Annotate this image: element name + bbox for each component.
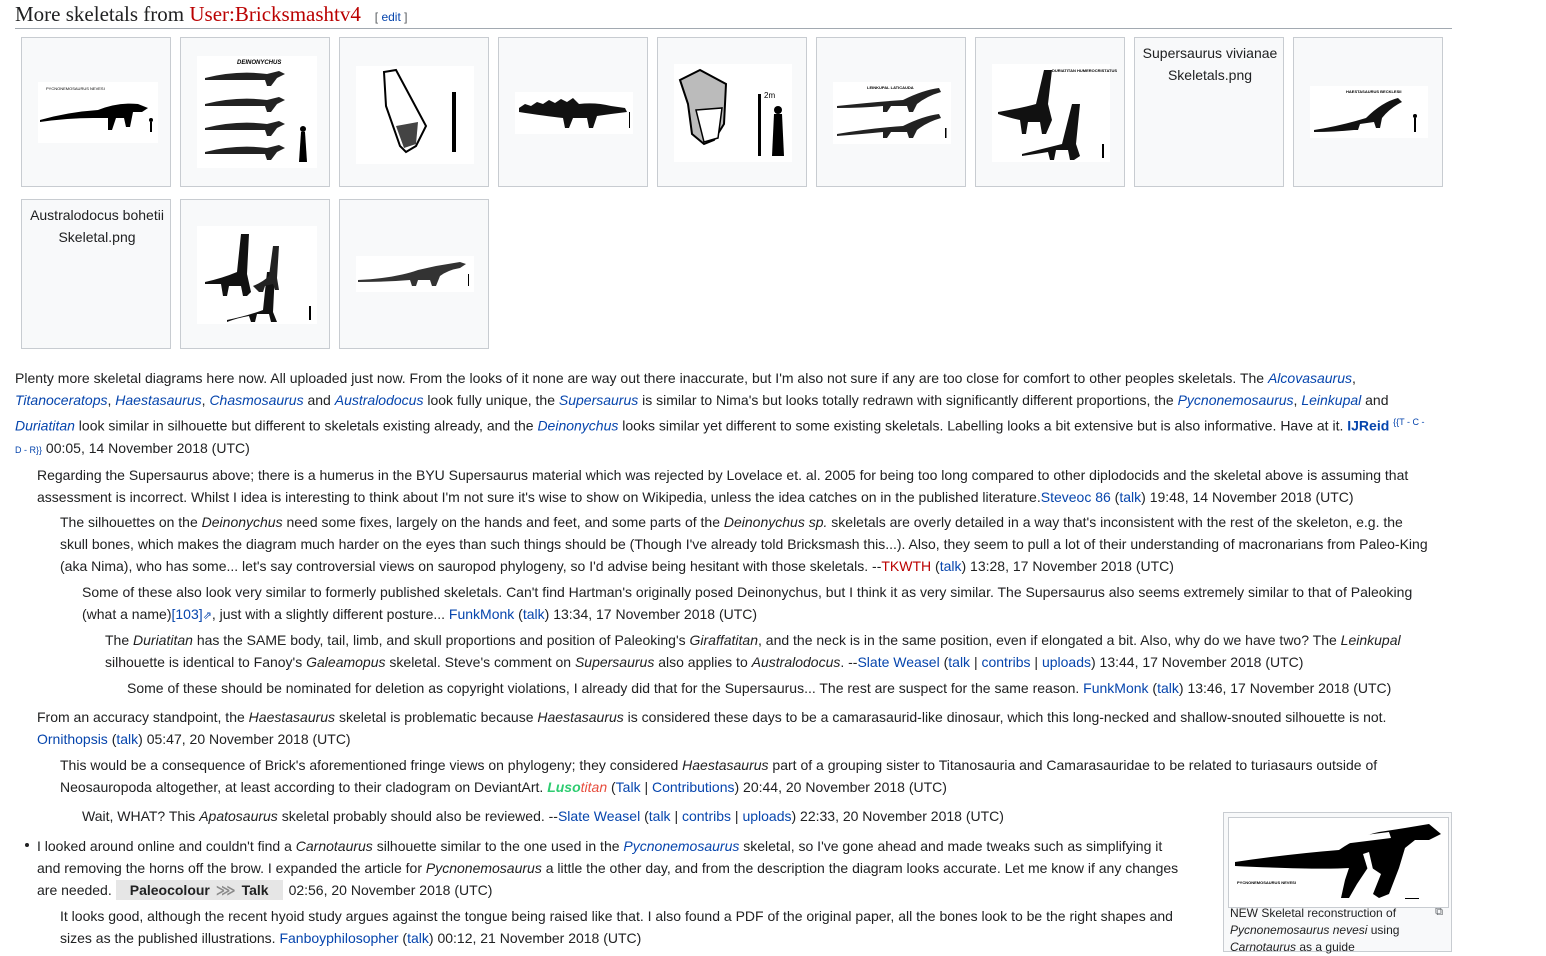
- text: a little the other day, and from the description the diagram looks accurate. Let me know if any changes: [541, 860, 1179, 876]
- timestamp: ) 13:28, 17 November 2018 (UTC): [961, 558, 1174, 574]
- edit-bracket-open: [: [374, 10, 379, 24]
- text: |: [670, 808, 682, 824]
- taxon: Giraffatitan: [689, 632, 758, 648]
- taxon: Galeamopus: [306, 654, 386, 670]
- text: (: [1110, 489, 1120, 505]
- taxon: Leinkupal: [1340, 632, 1401, 648]
- caption-line: [1230, 939, 1440, 956]
- caption-line: [1230, 922, 1440, 939]
- user-link-ornithopsis[interactable]: Ornithopsis: [37, 731, 108, 747]
- user-link-slate-weasel[interactable]: Slate Weasel: [857, 654, 940, 670]
- link-leinkupal[interactable]: Leinkupal: [1301, 392, 1362, 408]
- missing-file-label-2[interactable]: Australodocus bohetii Skeletal.png: [30, 207, 164, 245]
- text: (: [398, 930, 408, 946]
- double-chevron-icon: ⋙: [215, 882, 236, 898]
- comment-line: [15, 437, 1425, 461]
- text: , just with a slightly different posture...: [211, 606, 449, 622]
- text: assessment is incorrect. Whilst I idea is interesting to think about I'm not sure it's wise to show on Wikipedia, unless the idea catches on in the published literature.: [37, 489, 1041, 505]
- gallery-item-pycnonemosaurus[interactable]: [21, 37, 171, 187]
- text: (: [931, 558, 940, 574]
- link-deinonychus[interactable]: Deinonychus: [537, 417, 619, 434]
- caption-line: NEW Skeletal reconstruction of: [1230, 906, 1397, 920]
- talk-link[interactable]: Talk: [241, 882, 269, 898]
- link-chasmosaurus[interactable]: Chasmosaurus: [209, 392, 304, 408]
- text: look similar in silhouette but different to skeletals existing already, and the: [74, 417, 538, 434]
- sig-tools-2[interactable]: [15, 445, 42, 455]
- text: silhouette similar to the one used in the: [372, 838, 624, 854]
- heading-prefix: More skeletals from: [15, 2, 190, 26]
- user-link-funkmonk[interactable]: FunkMonk: [448, 606, 515, 622]
- side-thumb-label: PYCNONEMOSAURUS NEVESI: [1237, 880, 1296, 885]
- edit-section: [375, 10, 408, 24]
- timestamp: ) 13:44, 17 November 2018 (UTC): [1090, 654, 1304, 670]
- comment-ornithopsis: [37, 706, 1386, 750]
- text: need some fixes, largely on the hands and feet, and some parts of the: [282, 514, 724, 530]
- missing-file-label[interactable]: Supersaurus vivianae Skeletals.png: [1142, 45, 1278, 83]
- text: looks similar yet different to some existing skeletals. Labelling looks a bit extensive but is also informative. Have at it.: [618, 417, 1348, 434]
- taxon: Pycnonemosaurus nevesi: [1230, 923, 1368, 937]
- sig-tools[interactable]: [1393, 417, 1424, 427]
- timestamp: ) 00:12, 21 November 2018 (UTC): [428, 930, 642, 946]
- user-link-fanboyphilosopher[interactable]: Fanboyphilosopher: [279, 930, 399, 946]
- side-thumbnail-caption: [1230, 905, 1440, 956]
- sig-part-1[interactable]: Luso: [547, 779, 581, 795]
- gallery-thumb-haestasaurus[interactable]: [1310, 86, 1428, 138]
- talk-link[interactable]: talk: [948, 654, 971, 670]
- gallery-thumb-leinkupal[interactable]: [833, 82, 951, 144]
- comment-line: [127, 677, 1391, 699]
- timestamp: 02:56, 20 November 2018 (UTC): [288, 882, 493, 898]
- comment-line: [60, 555, 1428, 577]
- talk-link[interactable]: talk: [1157, 680, 1179, 696]
- text: ,: [1352, 370, 1356, 386]
- text: ,: [107, 392, 116, 408]
- text: sizes as the published illustrations.: [60, 930, 280, 946]
- text: (: [107, 731, 117, 747]
- thumb-label-haestasaurus: HAESTASAURUS BECKLESII: [1346, 89, 1402, 94]
- text: Some of these should be nominated for deletion as copyright violations, I already did that for the Supersaurus... The rest are suspect for the same reason.: [127, 680, 1084, 696]
- talk-link[interactable]: talk: [522, 606, 545, 622]
- gallery-thumb-apatosaurus[interactable]: [356, 256, 474, 292]
- signature-paleocolour[interactable]: [116, 880, 283, 900]
- gallery-item-supersaurus-missing[interactable]: [1134, 37, 1284, 187]
- text: skeletal is problematic because: [335, 709, 538, 725]
- text: and removing the horns off the brow. I expanded the article for: [37, 860, 426, 876]
- comment-funkmonk-2: [127, 677, 1391, 699]
- talk-link[interactable]: talk: [407, 930, 429, 946]
- comment-slate-weasel-1: [105, 629, 1401, 673]
- text: (: [607, 779, 616, 795]
- user-link-tkwth[interactable]: TKWTH: [881, 558, 932, 574]
- side-thumbnail-image[interactable]: [1228, 817, 1449, 908]
- text: also applies to: [654, 654, 752, 670]
- text: The silhouettes on the: [60, 514, 202, 530]
- text: skeletal probably should also be reviewed. --: [277, 808, 558, 824]
- text: is similar to Nima's but looks totally redrawn with significantly different proportions, the: [638, 392, 1178, 408]
- comment-line: [15, 389, 1425, 411]
- text: skeletal. Steve's comment on: [385, 654, 575, 670]
- text: as a guide: [1296, 940, 1355, 954]
- gallery-item-chasmosaurus-skull[interactable]: [339, 37, 489, 187]
- heading-user-link[interactable]: User:Bricksmashtv4: [189, 2, 361, 26]
- text: (what a name): [82, 606, 172, 622]
- contribs-link[interactable]: contribs: [681, 808, 732, 824]
- gallery-item-sauropods-pair[interactable]: [180, 199, 330, 349]
- taxon: Haestasaurus: [248, 709, 336, 725]
- user-link-steveoc[interactable]: Steveoc 86: [1040, 489, 1111, 505]
- gallery-thumb-alcovasaurus[interactable]: [515, 92, 633, 134]
- taxon: Haestasaurus: [682, 757, 769, 773]
- text: are needed.: [37, 882, 112, 898]
- comment-tkwth: [60, 511, 1428, 577]
- link-supersaurus[interactable]: Supersaurus: [558, 392, 639, 408]
- gallery-thumb-sauropods-pair[interactable]: [197, 226, 317, 324]
- side-thumbnail: [1223, 812, 1452, 952]
- comment-line: [82, 603, 1412, 627]
- gallery-item-leinkupal[interactable]: [816, 37, 966, 187]
- timestamp: ) 19:48, 14 November 2018 (UTC): [1141, 489, 1354, 505]
- timestamp: ) 13:34, 17 November 2018 (UTC): [544, 606, 758, 622]
- gallery-item-deinonychus[interactable]: [180, 37, 330, 187]
- heading-text: [15, 2, 361, 26]
- timestamp: ) 20:44, 20 November 2018 (UTC): [734, 779, 947, 795]
- text: silhouette is identical to Fanoy's: [105, 654, 307, 670]
- text: look fully unique, the: [423, 392, 559, 408]
- text: (: [640, 808, 649, 824]
- enlarge-icon[interactable]: ⧉: [1435, 906, 1443, 918]
- talk-link[interactable]: talk: [1119, 489, 1142, 505]
- comment-lusotitan: [60, 754, 1377, 798]
- text: . --: [840, 654, 858, 670]
- text: |: [1030, 654, 1042, 670]
- text: From an accuracy standpoint, the: [37, 709, 249, 725]
- taxon: Haestasaurus: [537, 709, 624, 725]
- text: ,: [1293, 392, 1302, 408]
- user-link-funkmonk[interactable]: FunkMonk: [1083, 680, 1149, 696]
- gallery-thumb-deinonychus[interactable]: [197, 56, 317, 168]
- sig-tools-link-2[interactable]: D - R}}: [15, 444, 43, 455]
- talk-link[interactable]: talk: [648, 808, 671, 824]
- comment-line: [37, 879, 1178, 901]
- text: ,: [201, 392, 210, 408]
- external-link-icon[interactable]: ⇗: [202, 610, 212, 622]
- sig-tools-link[interactable]: {{T - C -: [1393, 417, 1425, 427]
- timestamp: ) 05:47, 20 November 2018 (UTC): [138, 731, 351, 747]
- text: |: [970, 654, 982, 670]
- contribs-link[interactable]: contribs: [981, 654, 1031, 670]
- text: This would be a consequence of Brick's aforementioned fringe views on phylogeny; they considered: [60, 757, 683, 773]
- gallery-thumb-chasmosaurus-skull[interactable]: [356, 66, 474, 164]
- thumb-label-titanoceratops: 2m: [764, 91, 776, 100]
- user-link-slate-weasel[interactable]: Slate Weasel: [557, 808, 641, 824]
- text: |: [640, 779, 652, 795]
- gallery-item-alcovasaurus[interactable]: [498, 37, 648, 187]
- text: is considered these days to be a camarasaurid-like dinosaur, which this long-necked and shallow-snouted silhouette is not.: [623, 709, 1387, 725]
- section-heading: [15, 0, 1452, 29]
- comment-line: [37, 857, 1178, 879]
- comment-line: [105, 629, 1401, 651]
- text: |: [731, 808, 743, 824]
- link-pycnonemosaurus[interactable]: Pycnonemosaurus: [1177, 392, 1294, 408]
- taxon: Duriatitan: [133, 632, 193, 648]
- timestamp: 00:05, 14 November 2018 (UTC): [42, 439, 250, 456]
- user-link-ijreid[interactable]: IJReid: [1347, 417, 1390, 434]
- comment-line: [82, 805, 1004, 827]
- comment-line: [37, 486, 1408, 508]
- comment-line: [60, 927, 1173, 949]
- comment-line: Some of these also look very similar to formerly published skeletals. Can't find Hartman's originally posed Deinonychus, but I think it as very similar. The Supersaurus also seems extremely similar to that of Paleoking: [82, 584, 1413, 600]
- text: using: [1367, 923, 1400, 937]
- timestamp: ) 22:33, 20 November 2018 (UTC): [791, 808, 1004, 824]
- user-link-lusotitan[interactable]: [547, 779, 607, 795]
- text: has the SAME body, tail, limb, and skull proportions and position of Paleoking's: [192, 632, 690, 648]
- timestamp: ) 13:46, 17 November 2018 (UTC): [1178, 680, 1392, 696]
- text: (: [1148, 680, 1158, 696]
- gallery-item-duriatitan[interactable]: [975, 37, 1125, 187]
- comment-line: [15, 367, 1425, 389]
- text: I looked around online and couldn't find a: [37, 838, 296, 854]
- text: Wait, WHAT? This: [82, 808, 200, 824]
- uploads-link[interactable]: uploads: [1041, 654, 1091, 670]
- comment-paleocolour: [37, 835, 1178, 901]
- taxon: Carnotaurus: [295, 838, 373, 854]
- gallery-item-haestasaurus[interactable]: [1293, 37, 1443, 187]
- external-ref-link[interactable]: [103]: [171, 606, 203, 622]
- gallery-thumb-duriatitan[interactable]: [992, 64, 1118, 162]
- comment-steveoc: [37, 464, 1408, 508]
- taxon: Supersaurus: [574, 654, 655, 670]
- comment-ijreid: [15, 367, 1425, 461]
- comment-line: [60, 511, 1428, 533]
- text: The: [105, 632, 134, 648]
- talk-link[interactable]: Talk: [615, 779, 641, 795]
- text: (: [514, 606, 523, 622]
- edit-bracket-close: ]: [404, 10, 408, 24]
- taxon: Pycnonemosaurus: [425, 860, 542, 876]
- link-alcovasaurus[interactable]: Alcovasaurus: [1267, 370, 1353, 386]
- comment-line: [105, 651, 1401, 673]
- text: and: [303, 392, 335, 408]
- comment-line: skull bones, which makes the diagram much harder on the eyes than such things should be (Though I've already told Bricksmash this...). Also, they seem to pull a lot of their understanding of macronarians from Paleo-King: [60, 536, 1428, 552]
- gallery-item-titanoceratops[interactable]: [657, 37, 807, 187]
- comment-funkmonk-1: [82, 581, 1412, 627]
- taxon: Australodocus: [751, 654, 841, 670]
- text: (: [939, 654, 949, 670]
- comment-line: [37, 706, 1386, 728]
- text: (aka Nima), who has some... let's say controversial views on sauropod phylogeny, so I'd advise being hesitant with those skeletals. --: [60, 558, 882, 574]
- comment-fanboyphilosopher: [60, 905, 1173, 949]
- text: and: [1361, 392, 1389, 408]
- gallery-thumb-pycnonemosaurus[interactable]: [38, 82, 158, 143]
- taxon: Deinonychus sp.: [723, 514, 828, 530]
- comment-line: [37, 728, 1386, 750]
- comment-line: [15, 411, 1425, 437]
- text: part of a grouping sister to Titanosauria and Camarasauridae to be related to turiasaurs outside of: [768, 757, 1378, 773]
- link-australodocus[interactable]: Australodocus: [334, 392, 424, 408]
- gallery-thumb-titanoceratops[interactable]: [674, 64, 792, 162]
- uploads-link[interactable]: uploads: [742, 808, 792, 824]
- user-link-paleocolour[interactable]: Paleocolour: [129, 882, 210, 898]
- text: Plenty more skeletal diagrams here now. All uploaded just now. From the looks of it none are way out there inaccurate, but I'm also not sure if any are too close for comfort to other peoples skeletals. The: [15, 370, 1268, 386]
- link-haestasaurus[interactable]: Haestasaurus: [115, 392, 202, 408]
- comment-line: It looks good, although the recent hyoid study argues against the tongue being raised like that. I also found a PDF of the original paper, all the bones look to be the right shapes and: [60, 908, 1173, 924]
- link-titanoceratops[interactable]: Titanoceratops: [15, 392, 108, 408]
- sig-part-2[interactable]: titan: [580, 779, 608, 795]
- text: skeletal, so I've gone ahead and made tweaks such as simplifying it: [739, 838, 1163, 854]
- taxon: Deinonychus: [201, 514, 283, 530]
- text: , and the neck is in the same position, even if elongated a bit. Also, why do we have two? The: [758, 632, 1341, 648]
- link-pycnonemosaurus[interactable]: Pycnonemosaurus: [623, 838, 740, 854]
- gallery-item-australodocus-missing[interactable]: [21, 199, 171, 349]
- comment-line: Regarding the Supersaurus above; there is a humerus in the BYU Supersaurus material which was rejected by Lovelace et. al. 2005 for being too long compared to other diplodocids and the skeletal above is assuming that: [37, 467, 1409, 483]
- thumb-label-pycnonemosaurus: PYCNONEMOSAURUS NEVESI: [46, 86, 105, 91]
- taxon: Carnotaurus: [1230, 940, 1297, 954]
- thumb-label-deinonychus: DEINONYCHUS: [237, 60, 282, 66]
- thumb-label-leinkupal: LEINKUPAL LATICAUDA: [867, 85, 914, 90]
- text: Neosauropoda altogether, at least according to their cladogram on DeviantArt.: [60, 779, 548, 795]
- list-bullet: [25, 843, 29, 847]
- comment-line: [60, 776, 1377, 798]
- gallery-item-apatosaurus[interactable]: [339, 199, 489, 349]
- edit-link[interactable]: edit: [381, 10, 401, 24]
- talk-link[interactable]: talk: [939, 558, 962, 574]
- comment-line: [60, 754, 1377, 776]
- comment-slate-weasel-2: [82, 805, 1004, 827]
- thumb-label-duriatitan: DURIATITAN HUMEROCRISTATUS: [1052, 68, 1118, 73]
- link-duriatitan[interactable]: Duriatitan: [15, 417, 75, 434]
- talk-link[interactable]: talk: [116, 731, 139, 747]
- comment-line: [37, 835, 1178, 857]
- contribs-link[interactable]: Contributions: [652, 779, 735, 795]
- taxon: Apatosaurus: [199, 808, 278, 824]
- text: skeletals are overly detailed in a way that's inconsistent with the rest of the skeleton, e.g. the: [827, 514, 1403, 530]
